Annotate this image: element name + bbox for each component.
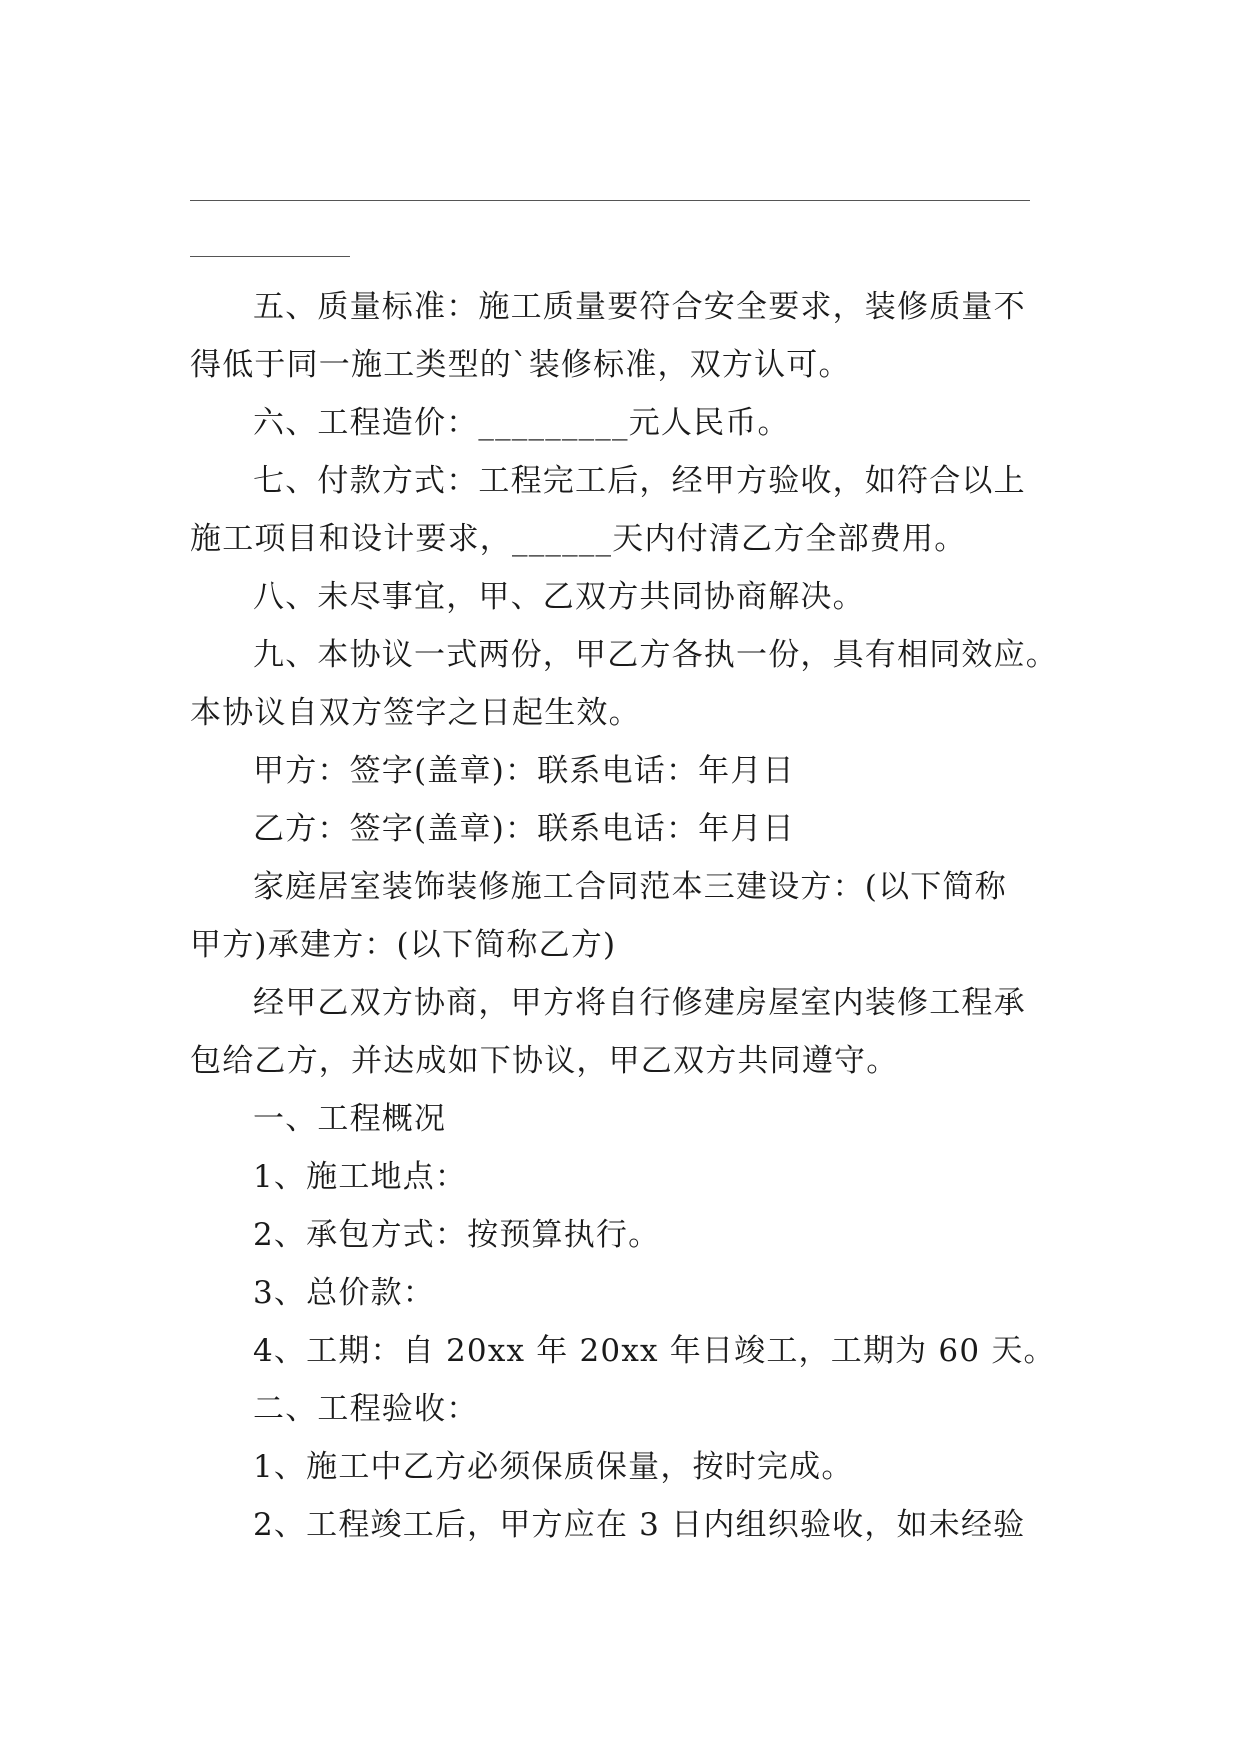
- clause-payment-method-cont: 施工项目和设计要求，______天内付清乙方全部费用。: [190, 521, 967, 557]
- clause-payment-method: 七、付款方式：工程完工后，经甲方验收，如符合以上: [253, 463, 1026, 499]
- party-b-signature-line: 乙方：签字(盖章)：联系电话：年月日: [253, 811, 795, 847]
- party-a-signature-line: 甲方：签字(盖章)：联系电话：年月日: [253, 753, 795, 789]
- item-quality-assurance: 1、施工中乙方必须保质保量，按时完成。: [253, 1449, 854, 1485]
- clause-other-matters: 八、未尽事宜，甲、乙双方共同协商解决。: [253, 579, 865, 615]
- clause-copies: 九、本协议一式两份，甲乙方各执一份，具有相同效应。: [253, 637, 1058, 673]
- contract-title-parties-cont: 甲方)承建方：(以下简称乙方): [190, 927, 617, 963]
- clause-project-cost: 六、工程造价：_________元人民币。: [253, 405, 790, 441]
- item-site-location: 1、施工地点：: [253, 1159, 468, 1195]
- item-contract-mode: 2、承包方式：按预算执行。: [253, 1217, 661, 1253]
- section-heading-acceptance: 二、工程验收：: [253, 1391, 479, 1427]
- signature-blank-line-continued: [190, 256, 350, 257]
- clause-quality-standard-cont: 得低于同一施工类型的`装修标准，双方认可。: [190, 347, 851, 383]
- item-total-price: 3、总价款：: [253, 1275, 435, 1311]
- item-acceptance-deadline: 2、工程竣工后，甲方应在 3 日内组织验收，如未经验: [253, 1507, 1026, 1543]
- contract-preamble: 经甲乙双方协商，甲方将自行修建房屋室内装修工程承: [253, 985, 1026, 1021]
- item-duration: 4、工期：自 20xx 年 20xx 年日竣工，工期为 60 天。: [253, 1333, 1056, 1369]
- signature-blank-line: [190, 200, 1030, 201]
- contract-title-parties: 家庭居室装饰装修施工合同范本三建设方：(以下简称: [253, 869, 1007, 905]
- clause-copies-cont: 本协议自双方签字之日起生效。: [190, 695, 641, 731]
- section-heading-overview: 一、工程概况: [253, 1101, 447, 1137]
- clause-quality-standard: 五、质量标准：施工质量要符合安全要求，装修质量不: [253, 289, 1026, 325]
- contract-preamble-cont: 包给乙方，并达成如下协议，甲乙双方共同遵守。: [190, 1043, 899, 1079]
- contract-body: [190, 278, 1058, 1554]
